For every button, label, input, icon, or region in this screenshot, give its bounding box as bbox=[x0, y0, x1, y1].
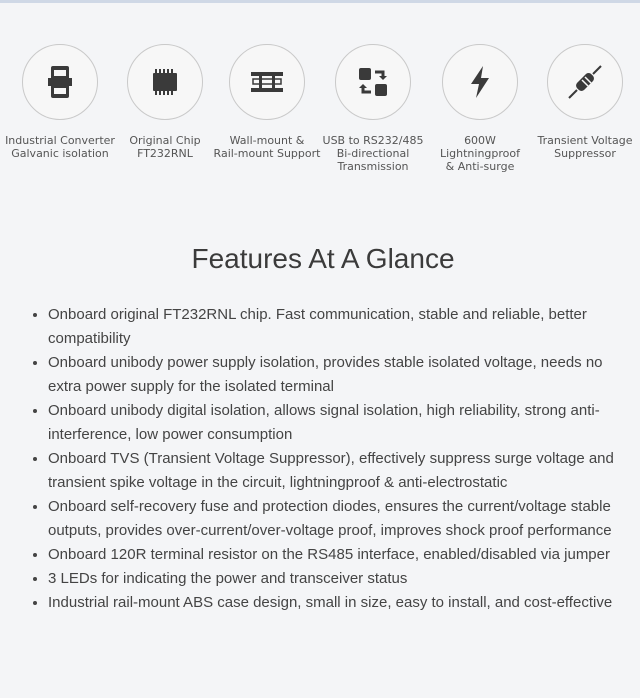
converter-device-icon bbox=[40, 62, 80, 102]
rail-mount-icon bbox=[247, 62, 287, 102]
list-item: • Onboard unibody power supply isolation, provides stable isolated voltage, needs no extra power supply for the isolated terminal bbox=[48, 351, 628, 399]
icon-circle bbox=[127, 44, 203, 120]
bidirectional-icon bbox=[353, 62, 393, 102]
list-item: • 3 LEDs for indicating the power and transceiver status bbox=[48, 567, 628, 591]
chip-icon bbox=[145, 62, 185, 102]
list-item: • Onboard 120R terminal resistor on the RS485 interface, enabled/disabled via jumper bbox=[48, 543, 628, 567]
feature-icon-chip bbox=[110, 44, 220, 160]
list-item: • Industrial rail-mount ABS case design, small in size, easy to install, and cost-effective bbox=[48, 591, 628, 615]
top-divider bbox=[0, 0, 640, 3]
icon-circle bbox=[229, 44, 305, 120]
feature-icon-label: Transient Voltage Suppressor bbox=[537, 134, 633, 160]
feature-icon-lightning bbox=[425, 44, 535, 173]
features-list bbox=[24, 303, 628, 615]
icon-circle bbox=[547, 44, 623, 120]
feature-icons-row bbox=[0, 44, 640, 184]
feature-icon-label: Original Chip FT232RNL bbox=[129, 134, 201, 160]
feature-icon-usb bbox=[318, 44, 428, 173]
feature-icon-label: Wall-mount & Rail-mount Support bbox=[213, 134, 321, 160]
icon-circle bbox=[442, 44, 518, 120]
tvs-diode-icon bbox=[565, 62, 605, 102]
list-item: • Onboard TVS (Transient Voltage Suppressor), effectively suppress surge voltage and transient spike voltage in the circuit, lightningproof & anti-electrostatic bbox=[48, 447, 628, 495]
lightning-icon bbox=[460, 62, 500, 102]
list-item: • Onboard original FT232RNL chip. Fast communication, stable and reliable, better compatibility bbox=[48, 303, 628, 351]
list-item: • Onboard self-recovery fuse and protection diodes, ensures the current/voltage stable outputs, provides over-current/over-voltage proof, improves shock proof performance bbox=[48, 495, 628, 543]
feature-icon-label: USB to RS232/485 Bi-directional Transmission bbox=[322, 134, 424, 173]
feature-icon-tvs bbox=[530, 44, 640, 160]
feature-icon-label: 600W Lightningproof & Anti-surge bbox=[439, 134, 521, 173]
feature-icon-label: Industrial Converter Galvanic isolation bbox=[5, 134, 115, 160]
icon-circle bbox=[22, 44, 98, 120]
section-heading: Features At A Glance bbox=[191, 243, 455, 274]
list-item: • Onboard unibody digital isolation, allows signal isolation, high reliability, strong anti-interference, low power consumption bbox=[48, 399, 628, 447]
feature-icon-converter bbox=[5, 44, 115, 160]
icon-circle bbox=[335, 44, 411, 120]
feature-icon-mount bbox=[212, 44, 322, 160]
